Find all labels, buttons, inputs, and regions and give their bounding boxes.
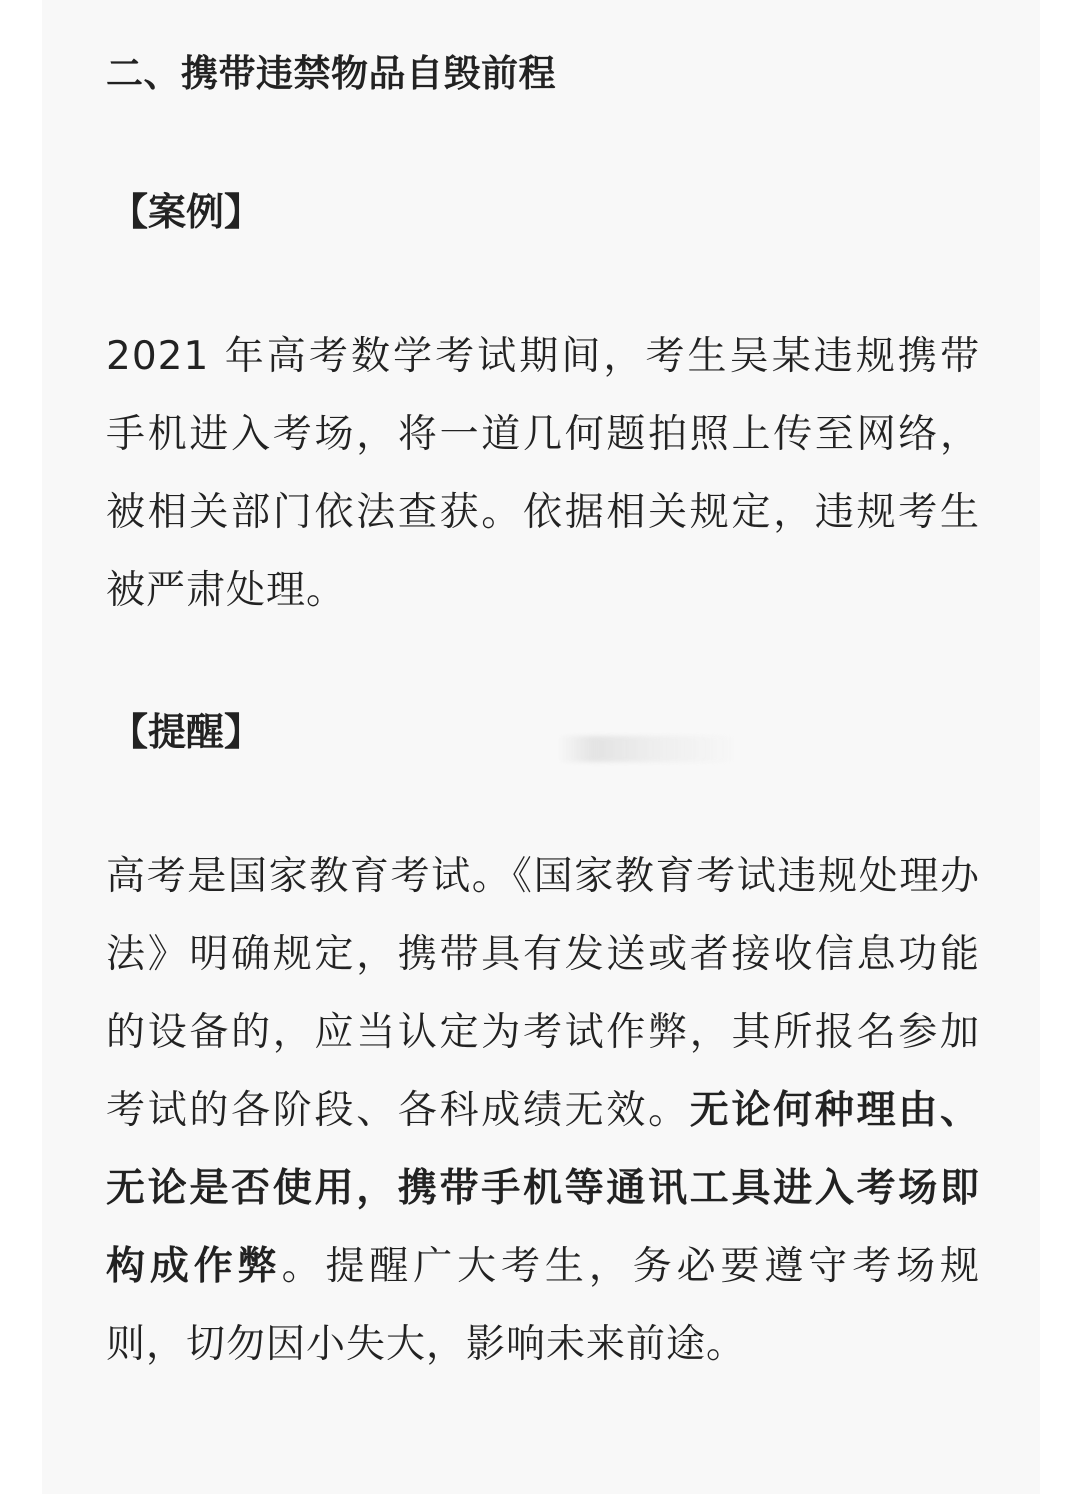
section-title: 二、携带违禁物品自毁前程 <box>106 52 556 95</box>
reminder-paragraph <box>106 838 980 1384</box>
reminder-text-start: 高考是国家教育考试。《国家教育考试违规处理办法》明确规定，携带具有发送或者接收信息功能的设备的，应当认定为考试作弊，其所报名参加考试的各阶段、各科成绩无效。 <box>106 854 980 1133</box>
case-paragraph: 2021 年高考数学考试期间，考生吴某违规携带手机进入考场，将一道几何题拍照上传至网络，被相关部门依法查获。依据相关规定，违规考生被严肃处理。 <box>106 334 980 613</box>
case-label: 【案例】 <box>110 190 263 234</box>
article-page <box>42 0 1040 1494</box>
faint-watermark <box>558 736 738 762</box>
reminder-text-end: 。提醒广大考生，务必要遵守考场规则，切勿因小失大，影响未来前途。 <box>106 1244 980 1367</box>
reminder-bold-text: 无论何种理由、无论是否使用，携带手机等通讯工具进入考场即构成作弊 <box>106 1088 980 1289</box>
reminder-label: 【提醒】 <box>110 710 263 754</box>
